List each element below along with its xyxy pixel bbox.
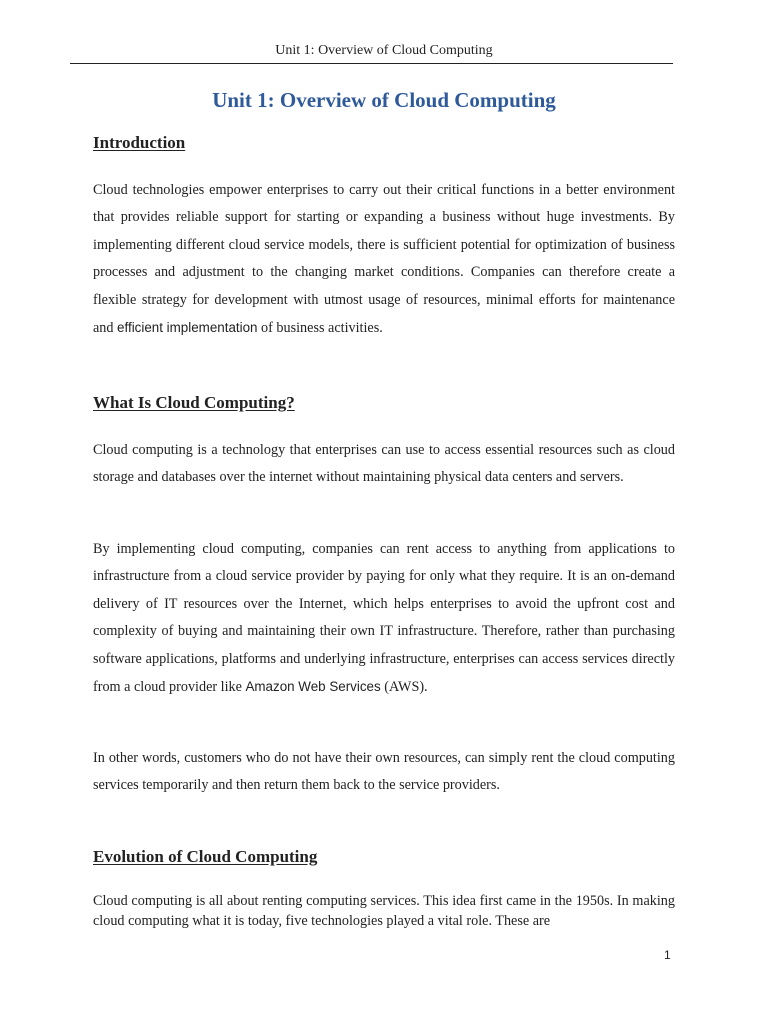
paragraph-what-is-1: Cloud computing is a technology that enterprises can use to access essential resources such as cloud storage and databases over the internet without maintaining physical data centers and servers. (93, 442, 675, 486)
page-number: 1 (664, 948, 671, 962)
heading-introduction: Introduction (93, 133, 186, 152)
link-amazon-web-services[interactable]: Amazon Web Services (245, 679, 381, 695)
heading-what-is-cloud-computing: What Is Cloud Computing? (93, 393, 295, 412)
paragraph-introduction-text: Cloud technologies empower enterprises to carry out their critical functions in a better environment that provides reliable support for starting or expanding a business without huge investments. By implementing different cloud service models, there is sufficient potential for optimization of business processes and adjustment to the changing market conditions. Companies can therefore create a flexible strategy for development with utmost usage of resources, minimal efforts for maintenance and (93, 182, 675, 337)
paragraph-what-is-3: In other words, customers who do not have their own resources, can simply rent the cloud computing services temporarily and then return them back to the service providers. (93, 750, 675, 794)
heading-evolution-of-cloud-computing: Evolution of Cloud Computing (93, 847, 318, 866)
paragraph-what-is-2 (93, 536, 675, 701)
paragraph-evolution-1: Cloud computing is all about renting computing services. This idea first came in the 1950s. In making cloud computing what it is today, five technologies played a vital role. These are (93, 893, 675, 929)
paragraph-what-is-2-tail: (AWS). (380, 679, 428, 696)
running-header: Unit 1: Overview of Cloud Computing (275, 43, 493, 58)
paragraph-introduction (93, 177, 675, 342)
header-rule (70, 63, 673, 64)
paragraph-introduction-tail: of business activities. (257, 320, 383, 337)
document-title: Unit 1: Overview of Cloud Computing (212, 88, 556, 112)
paragraph-what-is-2-text: By implementing cloud computing, companies can rent access to anything from applications to infrastructure from a cloud service provider by paying for only what they require. It is an on-demand delivery of IT resources over the Internet, which helps enterprises to avoid the upfront cost and complexity of buying and maintaining their own IT infrastructure. Therefore, rather than purchasing software applications, platforms and underlying infrastructure, enterprises can access services directly from a cloud provider like (93, 541, 675, 696)
link-efficient-implementation[interactable]: efficient implementation (117, 320, 258, 336)
